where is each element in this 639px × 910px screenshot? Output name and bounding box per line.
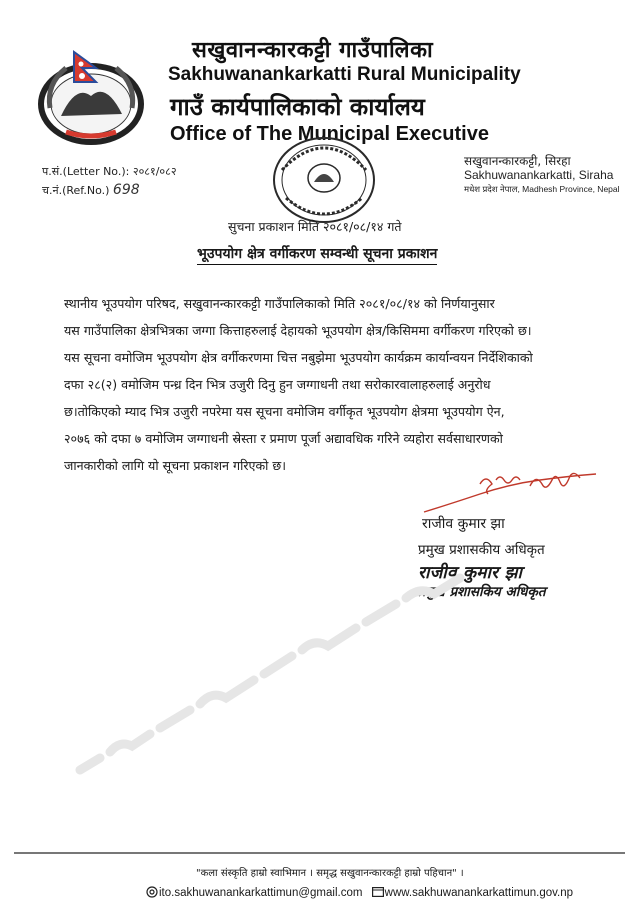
globe-icon — [372, 886, 384, 898]
office-name-nepali: गाउँ कार्यपालिकाको कार्यालय — [170, 93, 425, 121]
reference-number — [42, 182, 140, 198]
address-english: Sakhuwanankarkatti, Siraha — [464, 168, 614, 182]
notice-body-line: यस गाउँपालिका क्षेत्रभित्रका जग्गा कित्ताहरुलाई देहायको भूउपयोग क्षेत्र/किसिममा वर्गीकरण गरिएको छ। — [64, 323, 532, 338]
signer-title: प्रमुख प्रशासकीय अधिकृत — [418, 542, 545, 558]
notice-body-line: दफा २८(२) वमोजिम पन्ध्र दिन भित्र उजुरी दिनु हुन जग्गाधनी तथा सरोकारवालाहरुलाई अनुरोध — [64, 377, 491, 392]
notice-body-line: २०७६ को दफा ७ वमोजिम जग्गाधनी स्रेस्ता र प्रमाण पूर्जा अद्यावधिक गरिने व्यहोरा सर्वसाधारणको — [64, 431, 503, 446]
publish-date: सुचना प्रकाशन मिति २०८१/०८/१४ गते — [228, 219, 402, 234]
letter-number-label: प.सं.(Letter No.): — [42, 165, 130, 178]
address-nepali: सखुवानन्कारकट्टी, सिरहा — [464, 154, 571, 168]
nepal-emblem-logo — [36, 44, 146, 148]
notice-subject: भूउपयोग क्षेत्र वर्गीकरण सम्वन्धी सूचना प्रकाशन — [197, 244, 437, 265]
municipality-name-english: Sakhuwanankarkatti Rural Municipality — [168, 64, 521, 85]
letter-number — [42, 164, 177, 179]
address-province: मधेश प्रदेश नेपाल, Madhesh Province, Nepal — [464, 184, 620, 194]
notice-body — [64, 290, 612, 479]
notice-body-line: जानकारीको लागि यो सूचना प्रकाशन गरिएको छ। — [64, 458, 287, 473]
footer-website[interactable]: www.sakhuwanankarkattimun.gov.np — [384, 887, 573, 899]
signer-name: राजीव कुमार झा — [422, 516, 505, 532]
signer-stamp-name: राजीव कुमार झा — [418, 563, 523, 583]
notice-body-line: छ।तोकिएको म्याद भित्र उजुरी नपरेमा यस सूचना वमोजिम वर्गीकृत भूउपयोग क्षेत्रमा भूउपयोग ऐन, — [64, 404, 505, 419]
reference-number-value: 698 — [112, 182, 140, 198]
signer-stamp-title: प्रमुख प्रशासकिय अधिकृत — [418, 584, 546, 600]
municipality-name-nepali: सखुवानन्कारकट्टी गाउँपालिका — [192, 38, 434, 63]
reference-number-label: च.नं.(Ref.No.) — [42, 184, 110, 197]
footer-divider — [14, 852, 625, 854]
footer-email[interactable]: ito.sakhuwanankarkattimun@gmail.com — [159, 887, 363, 899]
notice-body-line: स्थानीय भूउपयोग परिषद, सखुवानन्कारकट्टी गाउँपालिकाको मिति २०८१/०८/१४ को निर्णयानुसार — [64, 296, 495, 311]
letter-number-value: २०८१/०८२ — [132, 165, 177, 178]
footer-contact — [146, 886, 573, 899]
email-icon — [146, 886, 158, 898]
footer-motto: "कला संस्कृति हाम्रो स्वाभिमान । समृद्ध सखुवानन्कारकट्टी हाम्रो पहिचान" । — [196, 868, 464, 879]
watermark — [40, 520, 600, 820]
office-seal-stamp — [268, 132, 380, 228]
office-name-english: Office of The Municipal Executive — [170, 123, 489, 145]
notice-body-line: यस सूचना वमोजिम भूउपयोग क्षेत्र वर्गीकरणमा चित्त नबुझेमा भूउपयोग कार्यक्रम कार्यान्वयन निर्देशिकाको — [64, 350, 533, 365]
